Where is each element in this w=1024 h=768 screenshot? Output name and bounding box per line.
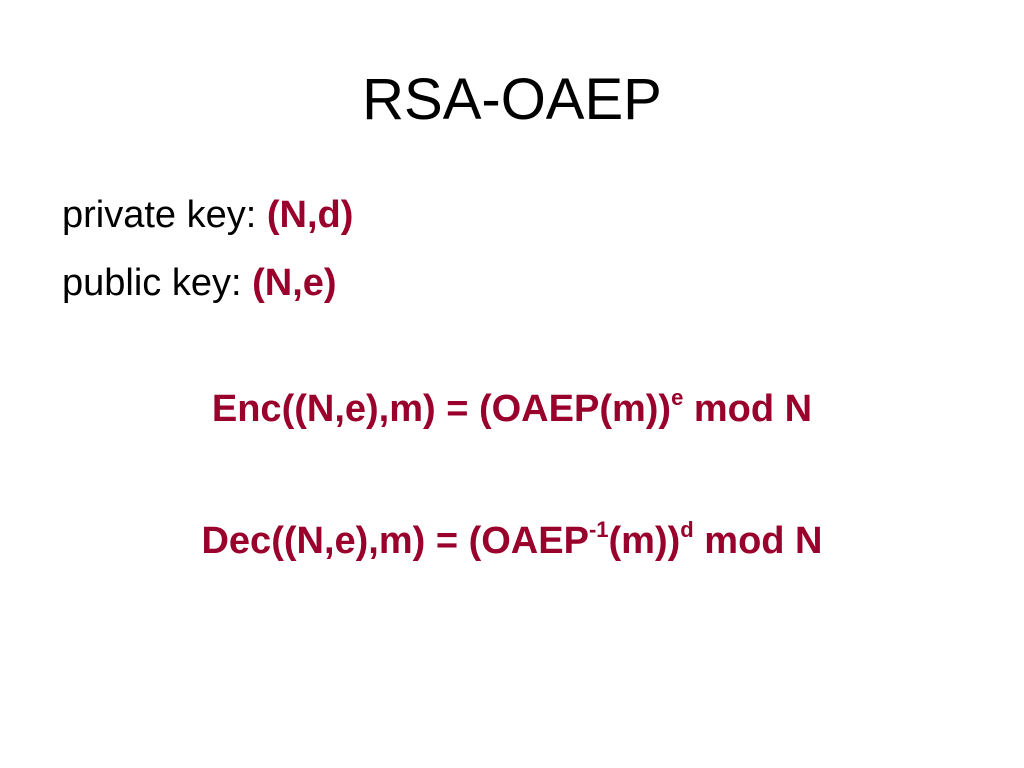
dec-formula-middle: (m)) bbox=[608, 520, 681, 562]
dec-formula-exponent: d bbox=[680, 517, 694, 542]
enc-formula-exponent: e bbox=[671, 385, 684, 410]
enc-formula-suffix: mod N bbox=[683, 388, 813, 430]
dec-formula-suffix: mod N bbox=[693, 520, 823, 562]
slide-title: RSA-OAEP bbox=[362, 67, 662, 132]
dec-formula-base: Dec((N,e),m) = (OAEP bbox=[201, 520, 589, 562]
dec-formula-inverse-exponent: -1 bbox=[588, 517, 609, 542]
private-key-value: (N,d) bbox=[266, 194, 354, 236]
enc-formula-base: Enc((N,e),m) = (OAEP(m)) bbox=[211, 388, 672, 430]
public-key-label: public key: bbox=[62, 262, 242, 304]
public-key-line bbox=[62, 258, 337, 308]
private-key-line bbox=[62, 190, 353, 240]
encryption-formula bbox=[0, 384, 1024, 434]
decryption-formula bbox=[0, 516, 1024, 566]
public-key-value: (N,e) bbox=[252, 262, 337, 304]
private-key-label: private key: bbox=[62, 194, 257, 236]
